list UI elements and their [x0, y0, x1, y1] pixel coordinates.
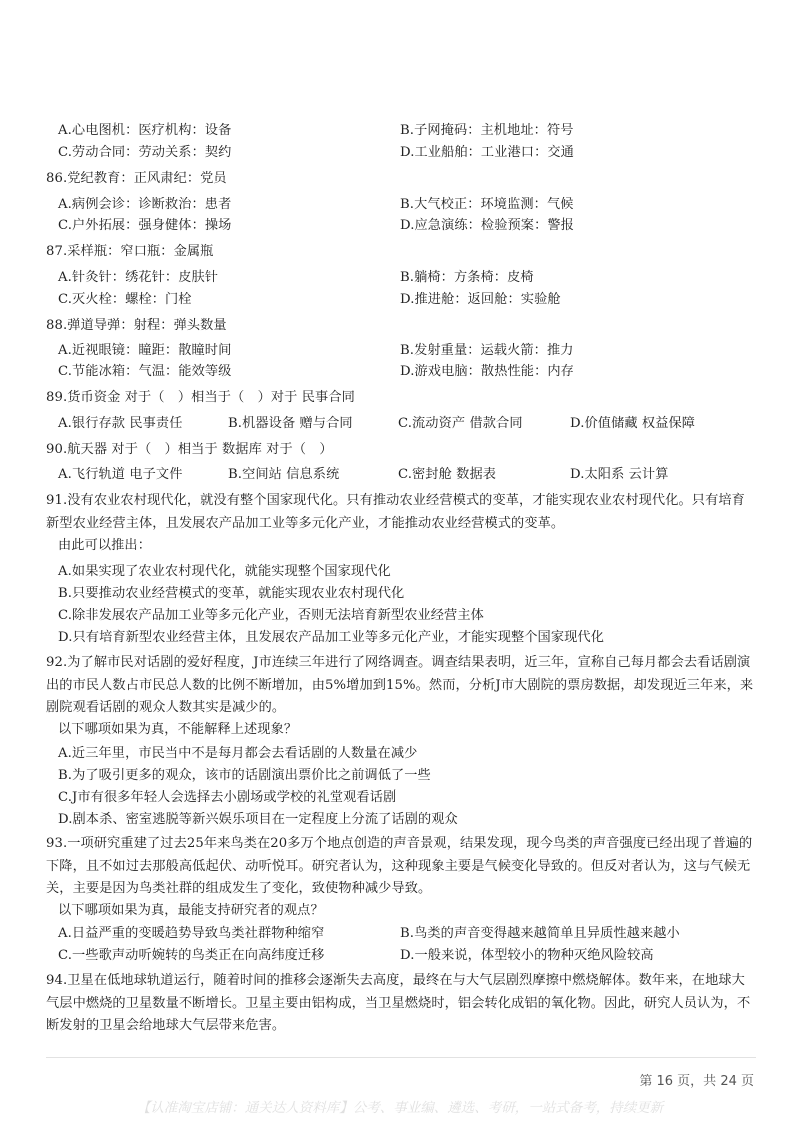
q93-option-b: B.鸟类的声音变得越来越简单且异质性越来越小: [400, 926, 680, 941]
q85-option-d: D.工业船舶：工业港口：交通: [400, 145, 574, 160]
footer-watermark: 【认准淘宝店铺：通关达人资料库】公考、事业编、遴选、考研，一站式备考，持续更新: [136, 1100, 664, 1116]
q93-stem: 93.一项研究重建了过去25年来鸟类在20多万个地点创造的声音景观，结果发现，现今鸟类的声音强度已经出现了普遍的下降，且不如过去那般高低起伏、动听悦耳。研究者认为，这种现象主要是气候变化导致的。但反对者认为，这与气候无关，主要是因为鸟类社群的组成发生了变化，致使物种减少导致。: [46, 836, 753, 896]
q87-option-c: C.灭火栓：螺栓：门栓: [58, 292, 192, 307]
q93-option-c: C.一些歌声动听婉转的鸟类正在向高纬度迁移: [58, 948, 325, 963]
q89-option-b: B.机器设备 赠与合同: [228, 416, 353, 431]
q87-option-d: D.推进舱：返回舱：实验舱: [400, 292, 561, 307]
q91-option-c: C.除非发展农产品加工业等多元化产业，否则无法培育新型农业经营主体: [58, 608, 484, 623]
q93-option-d: D.一般来说，体型较小的物种灭绝风险较高: [400, 948, 654, 963]
q86-option-b: B.大气校正：环境监测：气候: [400, 197, 574, 212]
q91-prompt: 由此可以推出：: [58, 538, 152, 553]
q92-option-b: B.为了吸引更多的观众，该市的话剧演出票价比之前调低了一些: [58, 768, 431, 783]
q91-stem: 91.没有农业农村现代化，就没有整个国家现代化。只有推动农业经营模式的变革，才能实现农业农村现代化。只有培育新型农业经营主体，且发展农产品加工业等多元化产业，才能推动农业经营模式的变革。: [46, 493, 745, 531]
q86-option-d: D.应急演练：检验预案：警报: [400, 218, 574, 233]
q92-option-c: C.J市有很多年轻人会选择去小剧场或学校的礼堂观看话剧: [58, 790, 397, 805]
q85-option-a: A.心电图机：医疗机构：设备: [58, 123, 232, 138]
q89-option-d: D.价值储藏 权益保障: [570, 416, 696, 431]
q88-stem: 88.弹道导弹：射程：弹头数量: [46, 318, 227, 333]
q92-stem: 92.为了解市民对话剧的爱好程度，J市连续三年进行了网络调查。调查结果表明，近三年，宣称自己每月都会去看话剧演出的市民人数占市民总人数的比例不断增加，由5%增加到15%。然而，分析J市大剧院的票房数据，却发现近三年来，来剧院观看话剧的观众人数其实是减少的。: [46, 655, 754, 715]
q94-stem: 94.卫星在低地球轨道运行，随着时间的推移会逐渐失去高度，最终在与大气层剧烈摩擦中燃烧解体。数年来，在地球大气层中燃烧的卫星数量不断增长。卫星主要由铝构成，当卫星燃烧时，铝会转化成铝的氧化物。因此，研究人员认为，不断发射的卫星会给地球大气层带来危害。: [46, 973, 751, 1033]
q91-option-a: A.如果实现了农业农村现代化，就能实现整个国家现代化: [58, 564, 391, 579]
q92-option-a: A.近三年里，市民当中不是每月都会去看话剧的人数量在减少: [58, 746, 418, 761]
q88-option-c: C.节能冰箱：气温：能效等级: [58, 364, 232, 379]
q91-option-d: D.只有培育新型农业经营主体，且发展农产品加工业等多元化产业，才能实现整个国家现代化: [58, 630, 604, 645]
q87-stem: 87.采样瓶：窄口瓶：金属瓶: [46, 244, 214, 259]
q86-stem: 86.党纪教育：正风肃纪：党员: [46, 171, 227, 186]
q87-option-a: A.针灸针：绣花针：皮肤针: [58, 270, 219, 285]
q90-option-d: D.太阳系 云计算: [570, 467, 669, 482]
footer-divider: [46, 1057, 756, 1058]
q87-option-b: B.躺椅：方条椅：皮椅: [400, 270, 534, 285]
q89-option-c: C.流动资产 借款合同: [398, 416, 523, 431]
q88-option-d: D.游戏电脑：散热性能：内存: [400, 364, 574, 379]
q91-option-b: B.只要推动农业经营模式的变革，就能实现农业农村现代化: [58, 586, 405, 601]
q90-option-a: A.飞行轨道 电子文件: [58, 467, 183, 482]
q85-option-b: B.子网掩码：主机地址：符号: [400, 123, 574, 138]
q92-option-d: D.剧本杀、密室逃脱等新兴娱乐项目在一定程度上分流了话剧的观众: [58, 812, 458, 827]
q85-option-c: C.劳动合同：劳动关系：契约: [58, 145, 232, 160]
q86-option-c: C.户外拓展：强身健体：操场: [58, 218, 232, 233]
q93-option-a: A.日益严重的变暖趋势导致鸟类社群物种缩窄: [58, 926, 325, 941]
q89-stem: 89.货币资金 对于（ ）相当于（ ）对于 民事合同: [46, 390, 355, 405]
q90-option-b: B.空间站 信息系统: [228, 467, 340, 482]
q92-prompt: 以下哪项如果为真，不能解释上述现象？: [58, 722, 298, 737]
q88-option-b: B.发射重量：运载火箭：推力: [400, 343, 574, 358]
page-number: 第 16 页，共 24 页: [639, 1074, 754, 1089]
q89-option-a: A.银行存款 民事责任: [58, 416, 183, 431]
q86-option-a: A.病例会诊：诊断救治：患者: [58, 197, 232, 212]
q88-option-a: A.近视眼镜：瞳距：散瞳时间: [58, 343, 232, 358]
q93-prompt: 以下哪项如果为真，最能支持研究者的观点？: [58, 903, 324, 918]
q90-stem: 90.航天器 对于（ ）相当于 数据库 对于（ ）: [46, 442, 333, 457]
q90-option-c: C.密封舱 数据表: [398, 467, 497, 482]
